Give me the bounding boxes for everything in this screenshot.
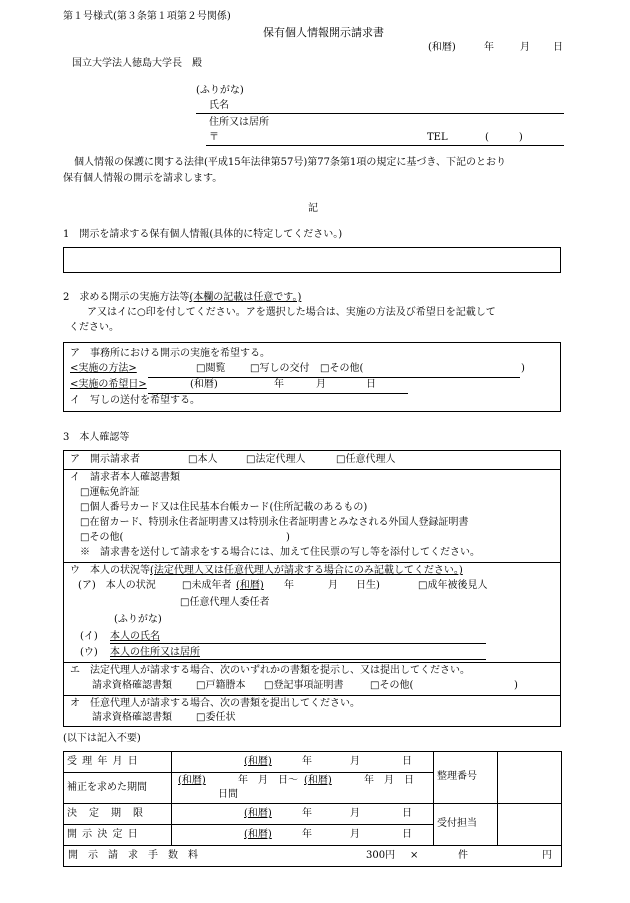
section2-optional-note: (本欄の記載は任意です。) xyxy=(189,292,302,303)
section2-title-prefix: 2 求める開示の実施方法等 xyxy=(63,292,190,303)
fee-label: 開 示 請 求 手 数 料 xyxy=(68,850,198,861)
opt-family-register[interactable]: □戸籍謄本 xyxy=(196,680,246,691)
applicant-address-label: 住所又は居所 xyxy=(209,117,269,128)
person-name-row xyxy=(80,631,560,644)
minor-birth: 日生) xyxy=(356,580,380,591)
status-title-prefix: ウ 本人の状況等 xyxy=(70,565,150,576)
doc-other-close: ) xyxy=(286,532,290,543)
deadline-label: 決 定 期 限 xyxy=(64,804,172,825)
office-use-table xyxy=(63,751,562,867)
divider xyxy=(64,695,560,696)
opt-adult-ward[interactable]: □成年被後見人 xyxy=(418,580,488,591)
person-address-marker: (ウ) xyxy=(80,647,98,658)
tel-label: TEL xyxy=(427,132,448,143)
legal-docs-label: 請求資格確認書類 xyxy=(92,680,172,691)
status-row xyxy=(78,580,560,593)
year-marker: 年 xyxy=(302,756,312,767)
intro-line-2: 保有個人情報の開示を請求します。 xyxy=(63,173,223,184)
section3-box xyxy=(63,450,561,727)
section2-box xyxy=(63,342,561,412)
applicant-address-field[interactable] xyxy=(206,145,564,146)
legal-agent-docs-note: エ 法定代理人が請求する場合、次のいずれかの書類を提示し、又は提出してください。 xyxy=(70,665,470,676)
opt-other-close: ) xyxy=(521,363,525,374)
count-marker: 件 xyxy=(458,850,468,861)
doc-residence-card[interactable]: □在留カード、特別永住者証明書又は特別永住者証明書とみなされる外国人登録証明書 xyxy=(80,517,469,528)
doc-mynumber[interactable]: □個人番号カード又は住民基本台帳カード(住所記載のあるもの) xyxy=(80,502,368,513)
opt-minor[interactable]: □未成年者 xyxy=(182,580,232,591)
date-year: 年 xyxy=(484,42,494,53)
opt-legal-other[interactable]: □その他( xyxy=(370,680,414,691)
day-marker: 日 xyxy=(402,808,412,819)
option-i-line[interactable]: イ 写しの送付を希望する。 xyxy=(70,395,200,406)
date-day: 日 xyxy=(553,42,563,53)
divider xyxy=(64,562,560,563)
date-era: (和暦) xyxy=(428,42,456,53)
date-month: 月 xyxy=(520,42,530,53)
minor-era: (和暦) xyxy=(236,580,264,591)
doc-other[interactable]: □その他( xyxy=(80,532,124,543)
tel-paren: ( ) xyxy=(485,132,523,143)
tilde-marker: 日～ xyxy=(278,775,298,786)
hope-era: (和暦) xyxy=(190,379,218,390)
era-marker: (和暦) xyxy=(304,775,332,786)
mail-note: ※ 請求書を送付して請求をする場合には、加えて住民票の写し等を添付してください。 xyxy=(80,547,480,558)
ref-number-value xyxy=(498,752,562,804)
month-marker: 月 xyxy=(384,775,394,786)
minor-month: 月 xyxy=(328,580,338,591)
day-marker: 日 xyxy=(402,829,412,840)
clerk-value xyxy=(498,804,562,846)
received-date-label: 受 理 年 月 日 xyxy=(64,752,172,773)
applicant-furigana-label: (ふりがな) xyxy=(196,85,244,96)
era-marker: (和暦) xyxy=(244,808,272,819)
month-marker: 月 xyxy=(350,808,360,819)
correction-period-cell xyxy=(172,773,434,804)
method-underline xyxy=(148,377,520,378)
era-marker: (和暦) xyxy=(244,829,272,840)
decision-date-label: 開 示 決 定 日 xyxy=(64,825,172,846)
section3-title: 3 本人確認等 xyxy=(63,432,130,443)
applicant-name-label: 氏名 xyxy=(209,100,229,111)
year-marker: 年 xyxy=(238,775,248,786)
divider xyxy=(64,469,560,470)
section2-title xyxy=(63,292,301,305)
recipient: 国立大学法人徳島大学長 殿 xyxy=(72,58,202,69)
applicant-name-field[interactable] xyxy=(196,113,564,114)
opt-view[interactable]: □閲覧 xyxy=(196,363,226,374)
person-furigana-label: (ふりがな) xyxy=(114,614,162,625)
section1-title: 1 開示を請求する保有個人情報(具体的に特定してください。) xyxy=(63,229,343,240)
opt-self[interactable]: □本人 xyxy=(188,454,218,465)
person-address-row xyxy=(80,647,560,660)
year-marker: 年 xyxy=(302,829,312,840)
status-label: (ア) 本人の状況 xyxy=(78,580,156,591)
status-title-note: (法定代理人又は任意代理人が請求する場合にのみ記載してください。) xyxy=(150,565,463,576)
legal-other-close: ) xyxy=(514,680,518,691)
fee-amount: 300円 xyxy=(366,850,396,861)
hope-day: 日 xyxy=(366,379,376,390)
month-marker: 月 xyxy=(350,829,360,840)
requester-row xyxy=(70,454,560,467)
year-marker: 年 xyxy=(364,775,374,786)
era-marker: (和暦) xyxy=(178,775,206,786)
decision-date-cell xyxy=(172,825,434,846)
opt-registry-cert[interactable]: □登記事項証明書 xyxy=(264,680,344,691)
person-name-marker: (イ) xyxy=(80,631,98,642)
times-marker: × xyxy=(410,850,419,861)
option-a-line[interactable]: ア 事務所における開示の実施を希望する。 xyxy=(70,348,270,359)
doc-other-row xyxy=(80,532,560,545)
section2-instruction-1: ア又はイに○印を付してください。アを選択した場合は、実施の方法及び希望日を記載して xyxy=(87,307,496,318)
id-docs-title: イ 請求者本人確認書類 xyxy=(70,472,180,483)
month-marker: 月 xyxy=(350,756,360,767)
hope-date-label: <実施の希望日> xyxy=(70,379,147,390)
postal-mark: 〒 xyxy=(209,132,219,143)
method-label: <実施の方法> xyxy=(70,363,137,374)
opt-legal-agent[interactable]: □法定代理人 xyxy=(246,454,306,465)
correction-period-label: 補正を求めた期間 xyxy=(64,773,172,804)
yen-marker: 円 xyxy=(542,850,552,861)
person-name-label: 本人の氏名 xyxy=(110,631,160,642)
divider xyxy=(64,662,560,663)
opt-copy[interactable]: □写しの交付 xyxy=(250,363,310,374)
era-marker: (和暦) xyxy=(244,756,272,767)
ki-heading: 記 xyxy=(308,203,318,214)
month-marker: 月 xyxy=(258,775,268,786)
person-address-field[interactable] xyxy=(110,659,486,660)
status-title xyxy=(70,565,560,578)
section2-instruction-2: ください。 xyxy=(69,322,119,333)
ref-number-label: 整理番号 xyxy=(434,752,498,804)
hope-month: 月 xyxy=(316,379,326,390)
voluntary-agent-docs-row xyxy=(92,712,560,725)
form-title: 保有個人情報開示請求書 xyxy=(263,26,384,39)
voluntary-agent-docs-note: オ 任意代理人が請求する場合、次の書類を提出してください。 xyxy=(70,698,360,709)
legal-agent-docs-row xyxy=(92,680,560,693)
doc-license[interactable]: □運転免許証 xyxy=(80,487,140,498)
hope-date-underline[interactable] xyxy=(148,393,408,394)
opt-consignor[interactable]: □任意代理人委任者 xyxy=(180,597,270,608)
minor-year: 年 xyxy=(284,580,294,591)
hope-year: 年 xyxy=(274,379,284,390)
fee-row xyxy=(64,846,562,867)
date-row xyxy=(70,379,560,392)
day-marker: 日 xyxy=(404,775,414,786)
office-use-heading: (以下は記入不要) xyxy=(63,733,141,744)
form-number: 第１号様式(第３条第１項第２号関係) xyxy=(63,11,231,22)
days-marker: 日間 xyxy=(218,789,238,800)
person-address-label: 本人の住所又は居所 xyxy=(110,647,200,658)
day-marker: 日 xyxy=(402,756,412,767)
deadline-cell xyxy=(172,804,434,825)
clerk-label: 受付担当 xyxy=(434,804,498,846)
year-marker: 年 xyxy=(302,808,312,819)
requester-label: ア 開示請求者 xyxy=(70,454,140,465)
opt-voluntary-agent[interactable]: □任意代理人 xyxy=(336,454,396,465)
method-row xyxy=(70,363,560,376)
voluntary-docs-label: 請求資格確認書類 xyxy=(92,712,172,723)
received-date-cell xyxy=(172,752,434,773)
intro-line-1: 個人情報の保護に関する法律(平成15年法律第57号)第77条第1項の規定に基づき、下記のとおり xyxy=(74,157,506,168)
requested-info-field[interactable] xyxy=(63,247,561,273)
person-name-field[interactable] xyxy=(110,643,486,644)
opt-other[interactable]: □その他( xyxy=(320,363,364,374)
opt-power-of-attorney[interactable]: □委任状 xyxy=(196,712,236,723)
